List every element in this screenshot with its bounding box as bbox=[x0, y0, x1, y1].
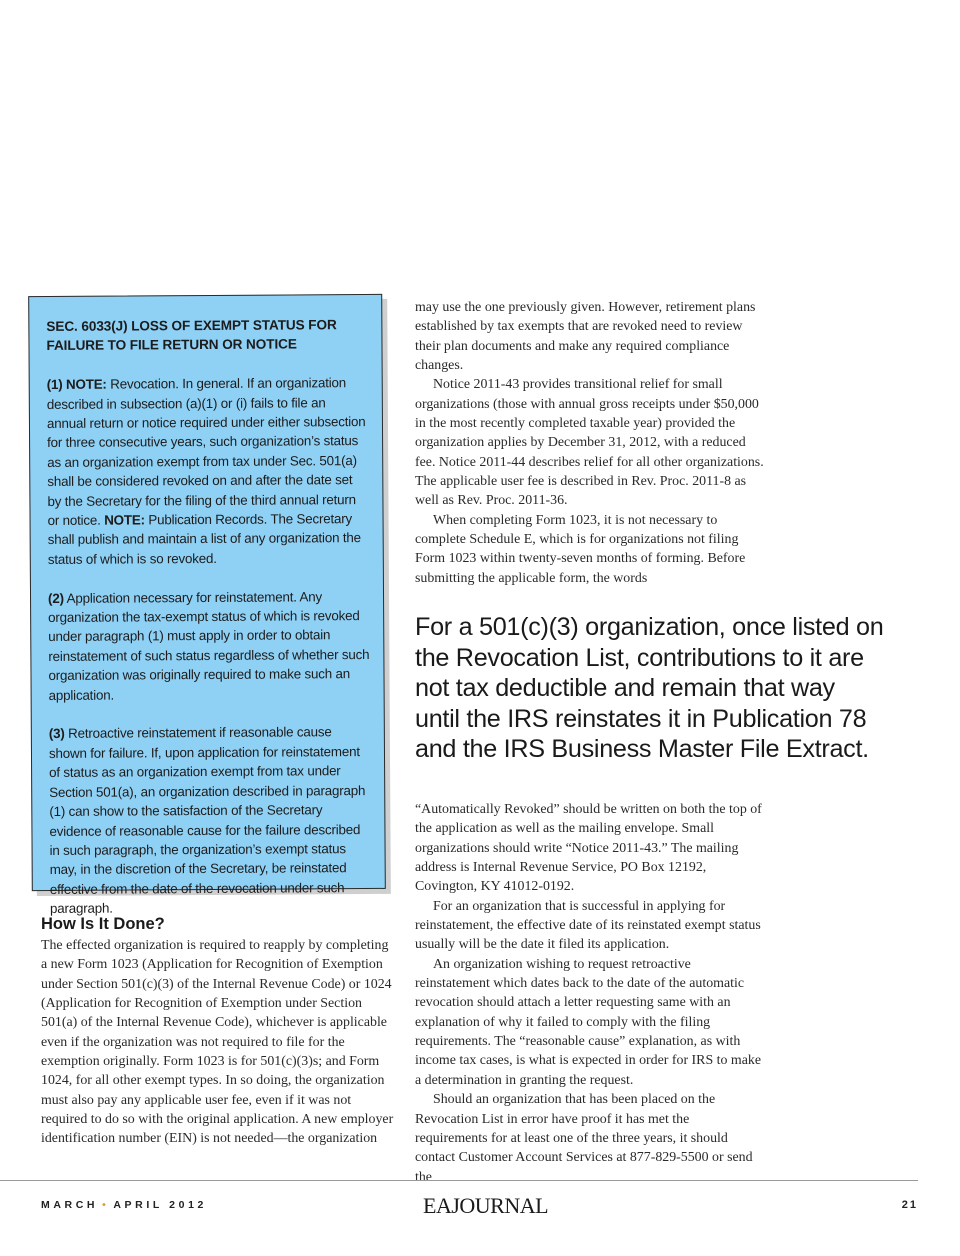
pull-quote: For a 501(c)(3) organization, once listed on the Revocation List, contributions to it are not tax deductible and remain that way until the IRS reinstates it in Publication 78 and the IRS Business Master File Extract. bbox=[415, 613, 884, 764]
sidebar-box bbox=[28, 294, 386, 917]
right-column-bottom bbox=[415, 800, 765, 1187]
footer-separator: • bbox=[102, 1199, 110, 1211]
sidebar-label: (2) bbox=[47, 590, 64, 606]
footer-month-1: MARCH bbox=[41, 1199, 99, 1211]
body-paragraph: Notice 2011-43 provides transitional relief for small organizations (those with annual gross receipts under $50,000 in the most recently completed taxable year) provided the organization applies by December 31, 2012, with a reduced fee. Notice 2011-44 describes relief for all other organizations. The applicable user fee is described in Rev. Proc. 2011-8 as well as Rev. Proc. 2011-36. bbox=[415, 377, 764, 509]
journal-logo: EAJOURNAL bbox=[423, 1193, 549, 1218]
body-paragraph: When completing Form 1023, it is not necessary to complete Schedule E, which is for organizations not filing Form 1023 within twenty-seven months of forming. Before submitting the applicable form, the words bbox=[415, 512, 746, 586]
left-column bbox=[41, 915, 398, 1149]
footer-divider bbox=[0, 1180, 918, 1181]
sidebar-text: Retroactive reinstatement if reasonable cause shown for failure. If, upon application for reinstatement of status as an organization exempt from tax under Section 501(a), an organization described in paragraph (1) can show to the satisfaction of the Secretary evidence of reasonable cause for the failure described in such paragraph, the organization’s exempt status may, in the discretion of the Secretary, be reinstated effective from the date of the revocation under such paragraph. bbox=[48, 724, 366, 917]
footer-issue-date bbox=[41, 1199, 207, 1211]
sidebar-label: NOTE: bbox=[104, 512, 145, 528]
sidebar-paragraph-3 bbox=[49, 722, 371, 918]
body-paragraph: may use the one previously given. However, retirement plans established by tax exempts that are revoked need to review their plan documents and make any required compliance changes. bbox=[415, 300, 756, 374]
sidebar-text: Revocation. In general. If an organization described in subsection (a)(1) or (i) fails to file an annual return or notice required under either subsection for three consecutive years, such organization’s status as an organization exempt from tax under Sec. 501(a) shall be considered revoked on and after the date set by the Secretary for the filing of the third annual return or notice. bbox=[46, 375, 366, 529]
right-column-top bbox=[415, 298, 765, 588]
sidebar-text: Application necessary for reinstatement. Any organization the tax-exempt status of which is revoked under paragraph (1) must apply in order to obtain reinstatement of such status regardless of whether such organization was originally required to make such an application. bbox=[48, 588, 370, 703]
body-paragraph: The effected organization is required to reapply by completing a new Form 1023 (Application for Recognition of Exemption under Section 501(c)(3) of the Internal Revenue Code) or 1024 (Application for Recognition of Exemption under Section 501(a) of the Internal Revenue Code), whichever is applicable even if the organization was not required to file for the exemption originally. Form 1023 is for 501(c)(3)s; and Form 1024, for all other exempt types. In so doing, the organization must also pay any applicable user fee, even if it was not required to do so with the original application. A new employer identification number (EIN) is not needed—the organization bbox=[41, 938, 394, 1147]
sidebar-label: (3) bbox=[48, 726, 65, 742]
sidebar-text: Publication Records. The Secretary shall publish and maintain a list of any organization the status of which is so revoked. bbox=[47, 511, 361, 567]
body-paragraph: An organization wishing to request retroactive reinstatement which dates back to the date of the automatic revocation should attach a letter requesting same with an explanation of why it failed to comply with the filing requirements. The “reasonable cause” explanation, as with income tax cases, is what is expected in order for IRS to make a determination in granting the request. bbox=[415, 956, 762, 1088]
body-paragraph: Should an organization that has been placed on the Revocation List in error have proof it has met the requirements for at least one of the three years, it should contact Customer Account Services at 877-829-5500 or send the bbox=[415, 1092, 753, 1185]
body-paragraph: “Automatically Revoked” should be written on both the top of the application as well as the mailing envelope. Small organizations should write “Notice 2011-43.” The mailing address is Internal Revenue Service, PO Box 12192, Covington, KY 41012-0192. bbox=[415, 802, 762, 895]
sidebar-label: (1) NOTE: bbox=[46, 376, 107, 393]
section-heading: How Is It Done? bbox=[41, 915, 165, 933]
sidebar-title: SEC. 6033(J) LOSS OF EXEMPT STATUS FOR FAILURE TO FILE RETURN OR NOTICE bbox=[46, 317, 337, 354]
footer-month-2: APRIL 2012 bbox=[113, 1199, 207, 1211]
page-number: 21 bbox=[901, 1199, 918, 1211]
body-paragraph: For an organization that is successful in applying for reinstatement, the effective date of its reinstated exempt status usually will be the date it filed its application. bbox=[415, 898, 761, 953]
sidebar-paragraph-2 bbox=[48, 587, 370, 705]
sidebar-paragraph-1 bbox=[47, 373, 369, 569]
